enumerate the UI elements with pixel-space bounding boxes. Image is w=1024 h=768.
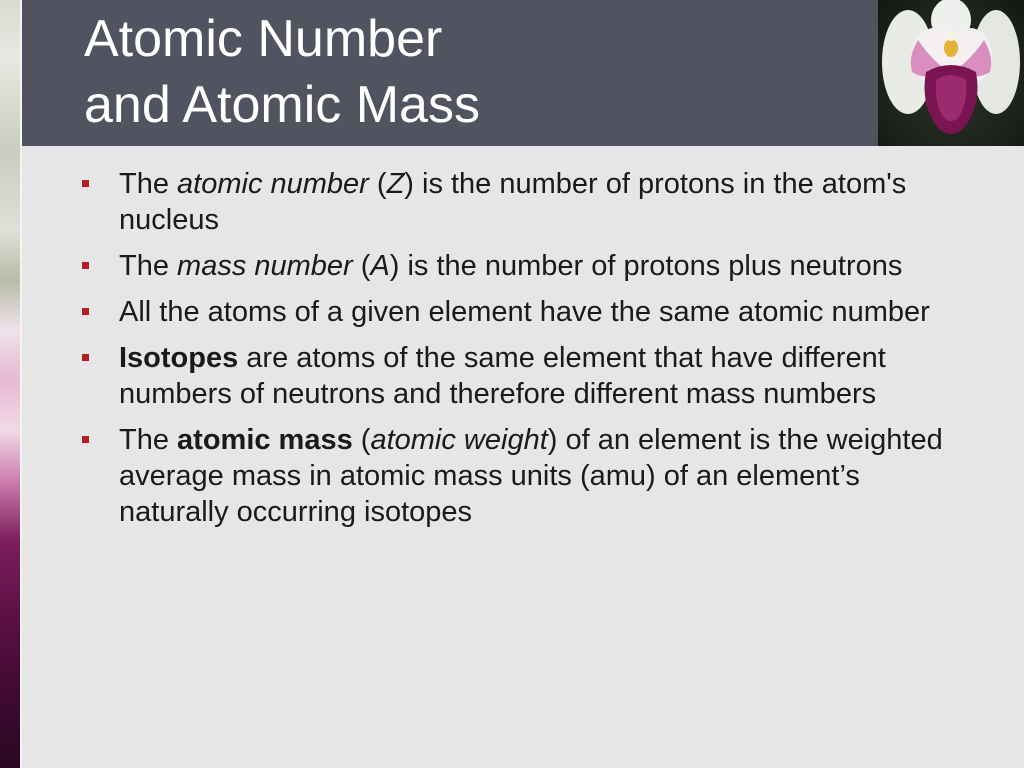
title-bar: [22, 0, 878, 146]
title-line-1: Atomic Number: [84, 10, 443, 68]
bullet-isotopes: Isotopes are atoms of the same element that have different numbers of neutrons and therefore different mass numbers: [80, 340, 960, 412]
bullet-square-icon: [82, 436, 89, 443]
bullet-square-icon: [82, 308, 89, 315]
slide-title: [84, 6, 480, 138]
bullet-list: [80, 166, 960, 540]
bullet-same-atomic-number: All the atoms of a given element have the same atomic number: [80, 294, 960, 330]
orchid-photo-strip: [0, 0, 22, 768]
bullet-square-icon: [82, 180, 89, 187]
bullet-atomic-mass: The atomic mass (atomic weight) of an element is the weighted average mass in atomic mass units (amu) of an element’s naturally occurring isotopes: [80, 422, 960, 530]
bullet-mass-number: The mass number (A) is the number of protons plus neutrons: [80, 248, 960, 284]
bullet-square-icon: [82, 354, 89, 361]
orchid-flower-photo: [878, 0, 1024, 146]
bullet-square-icon: [82, 262, 89, 269]
bullet-atomic-number: The atomic number (Z) is the number of protons in the atom's nucleus: [80, 166, 960, 238]
title-line-2: and Atomic Mass: [84, 76, 480, 134]
